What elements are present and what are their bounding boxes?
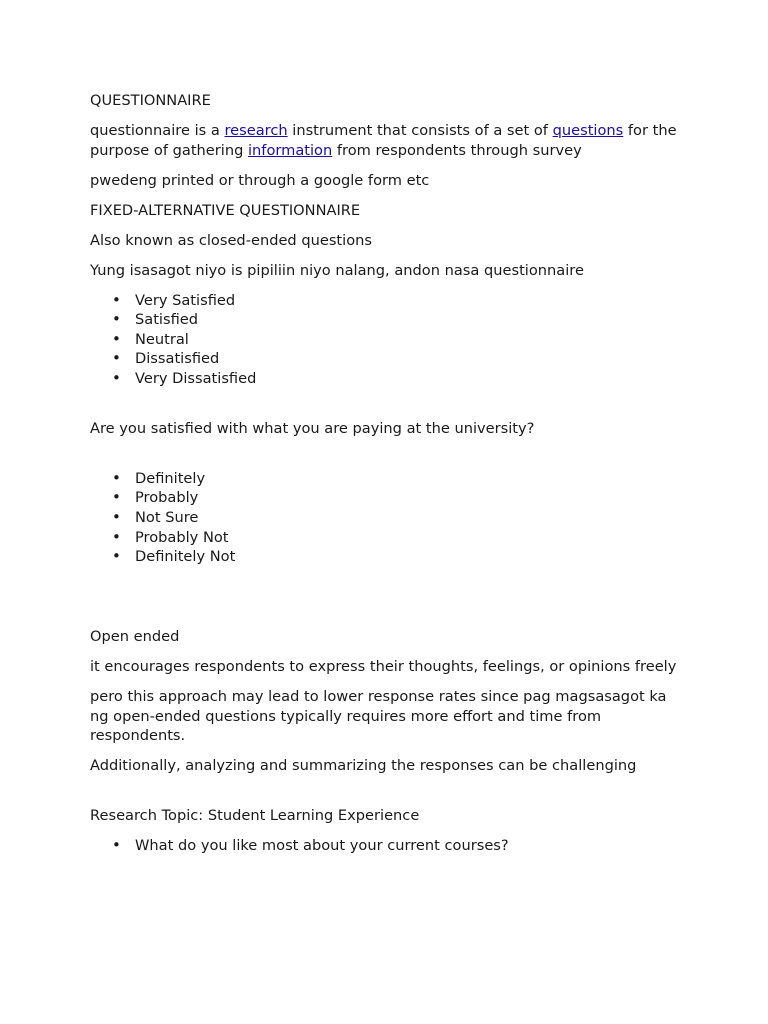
list-item: • Dissatisfied xyxy=(135,349,680,369)
definition-text-1: questionnaire is a xyxy=(90,121,225,139)
page-title: QUESTIONNAIRE xyxy=(90,92,211,109)
spacer xyxy=(90,449,680,469)
document-body xyxy=(90,91,680,866)
definition-paragraph xyxy=(90,121,680,160)
list-item: • Definitely Not xyxy=(135,547,680,567)
satisfaction-scale-list xyxy=(90,291,680,389)
aka-note: Also known as closed-ended questions xyxy=(90,231,372,249)
fixed-alternative-heading: FIXED-ALTERNATIVE QUESTIONNAIRE xyxy=(90,201,361,219)
list-item: • Very Dissatisfied xyxy=(135,369,680,389)
research-questions-list xyxy=(90,836,680,856)
list-item: • Not Sure xyxy=(135,508,680,528)
spacer xyxy=(90,786,680,806)
list-item: • Satisfied xyxy=(135,310,680,330)
open-ended-description: it encourages respondents to express their thoughts, feelings, or opinions freely xyxy=(90,658,677,676)
open-ended-heading: Open ended xyxy=(90,628,180,646)
list-item: • Definitely xyxy=(135,469,680,489)
likelihood-scale-list xyxy=(90,469,680,567)
spacer xyxy=(90,399,680,419)
definition-text-4: from respondents through survey xyxy=(332,141,582,159)
definition-text-3: for the purpose of gathering xyxy=(90,121,677,159)
open-ended-drawback: pero this approach may lead to lower response rates since pag magsasagot ka ng open-ended questions typically requires more effort and time from respondents. xyxy=(90,688,667,745)
information-link[interactable]: information xyxy=(248,141,333,159)
list-item: • Very Satisfied xyxy=(135,291,680,311)
list-item: • Probably xyxy=(135,488,680,508)
format-note: pwedeng printed or through a google form etc xyxy=(90,171,430,189)
list-item: • What do you like most about your current courses? xyxy=(135,836,680,856)
definition-text-2: instrument that consists of a set of xyxy=(287,121,553,139)
questions-link[interactable]: questions xyxy=(552,121,624,139)
list-item: • Probably Not xyxy=(135,528,680,548)
spacer xyxy=(90,577,680,627)
choose-note: Yung isasagot niyo is pipiliin niyo nalang, andon nasa questionnaire xyxy=(90,261,584,279)
open-ended-analysis-note: Additionally, analyzing and summarizing the responses can be challenging xyxy=(90,757,637,775)
list-item: • Neutral xyxy=(135,330,680,350)
sample-question: Are you satisfied with what you are paying at the university? xyxy=(90,419,535,437)
research-topic: Research Topic: Student Learning Experience xyxy=(90,807,420,825)
research-link[interactable]: research xyxy=(224,121,288,139)
